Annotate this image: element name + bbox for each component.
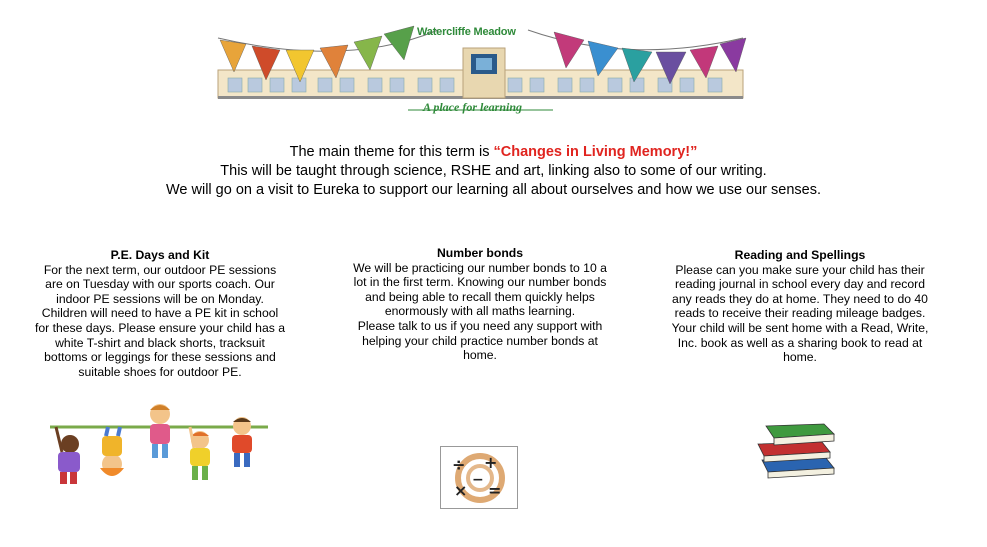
- reading-body-1: Please can you make sure your child has their reading journal in school every day and record any reads they do at home. They need to do 40 reads to receive their reading mileage badges.: [672, 262, 928, 321]
- books-stack-illustration: [750, 414, 846, 480]
- school-tagline: A place for learning: [423, 100, 523, 114]
- svg-text:×: ×: [454, 481, 468, 500]
- number-bonds-body-1: We will be practicing our number bonds to 10 a lot in the first term. Knowing our number bonds and being able to recall them quickly helps enormously with all maths learning.: [353, 260, 607, 319]
- intro-line-3: We will go on a visit to Eureka to support our learning all about ourselves and how we use our senses.: [165, 182, 821, 198]
- svg-text:=: =: [488, 481, 502, 500]
- svg-text:−: −: [472, 472, 484, 488]
- intro-theme-line: [0, 143, 987, 162]
- pe-body: For the next term, our outdoor PE sessions are on Tuesday with our sports coach. Our indoor PE sessions will be on Monday. Children will need to have a PE kit in school for these days. Please ensure your child has a white T-shirt and black shorts, tracksuit bottoms or leggings for these sessions and suitable shoes for outdoor PE.: [35, 262, 285, 379]
- number-bonds-body-2: Please talk to us if you need any support with helping your child practice number bonds at home.: [357, 318, 603, 363]
- reading-section: [666, 248, 934, 365]
- intro-block: [0, 143, 987, 200]
- svg-text:÷: ÷: [452, 455, 466, 474]
- pe-section: [34, 248, 286, 379]
- svg-text:+: +: [484, 453, 498, 472]
- children-playing-illustration: [50, 400, 268, 488]
- pe-title: P.E. Days and Kit: [110, 248, 210, 262]
- number-bonds-title: Number bonds: [437, 246, 523, 260]
- reading-title: Reading and Spellings: [734, 248, 866, 262]
- theme-title: “Changes in Living Memory!”: [493, 144, 698, 160]
- theme-prefix: The main theme for this term is: [289, 144, 494, 160]
- maths-symbols-illustration: [440, 446, 518, 509]
- number-bonds-section: [353, 246, 607, 363]
- reading-body-2: Your child will be sent home with a Read, Write, Inc. book as well as a sharing book to read at home.: [671, 320, 929, 365]
- school-name: Watercliffe Meadow: [417, 26, 516, 38]
- intro-line-2: This will be taught through science, RSHE and art, linking also to some of our writing.: [220, 163, 767, 179]
